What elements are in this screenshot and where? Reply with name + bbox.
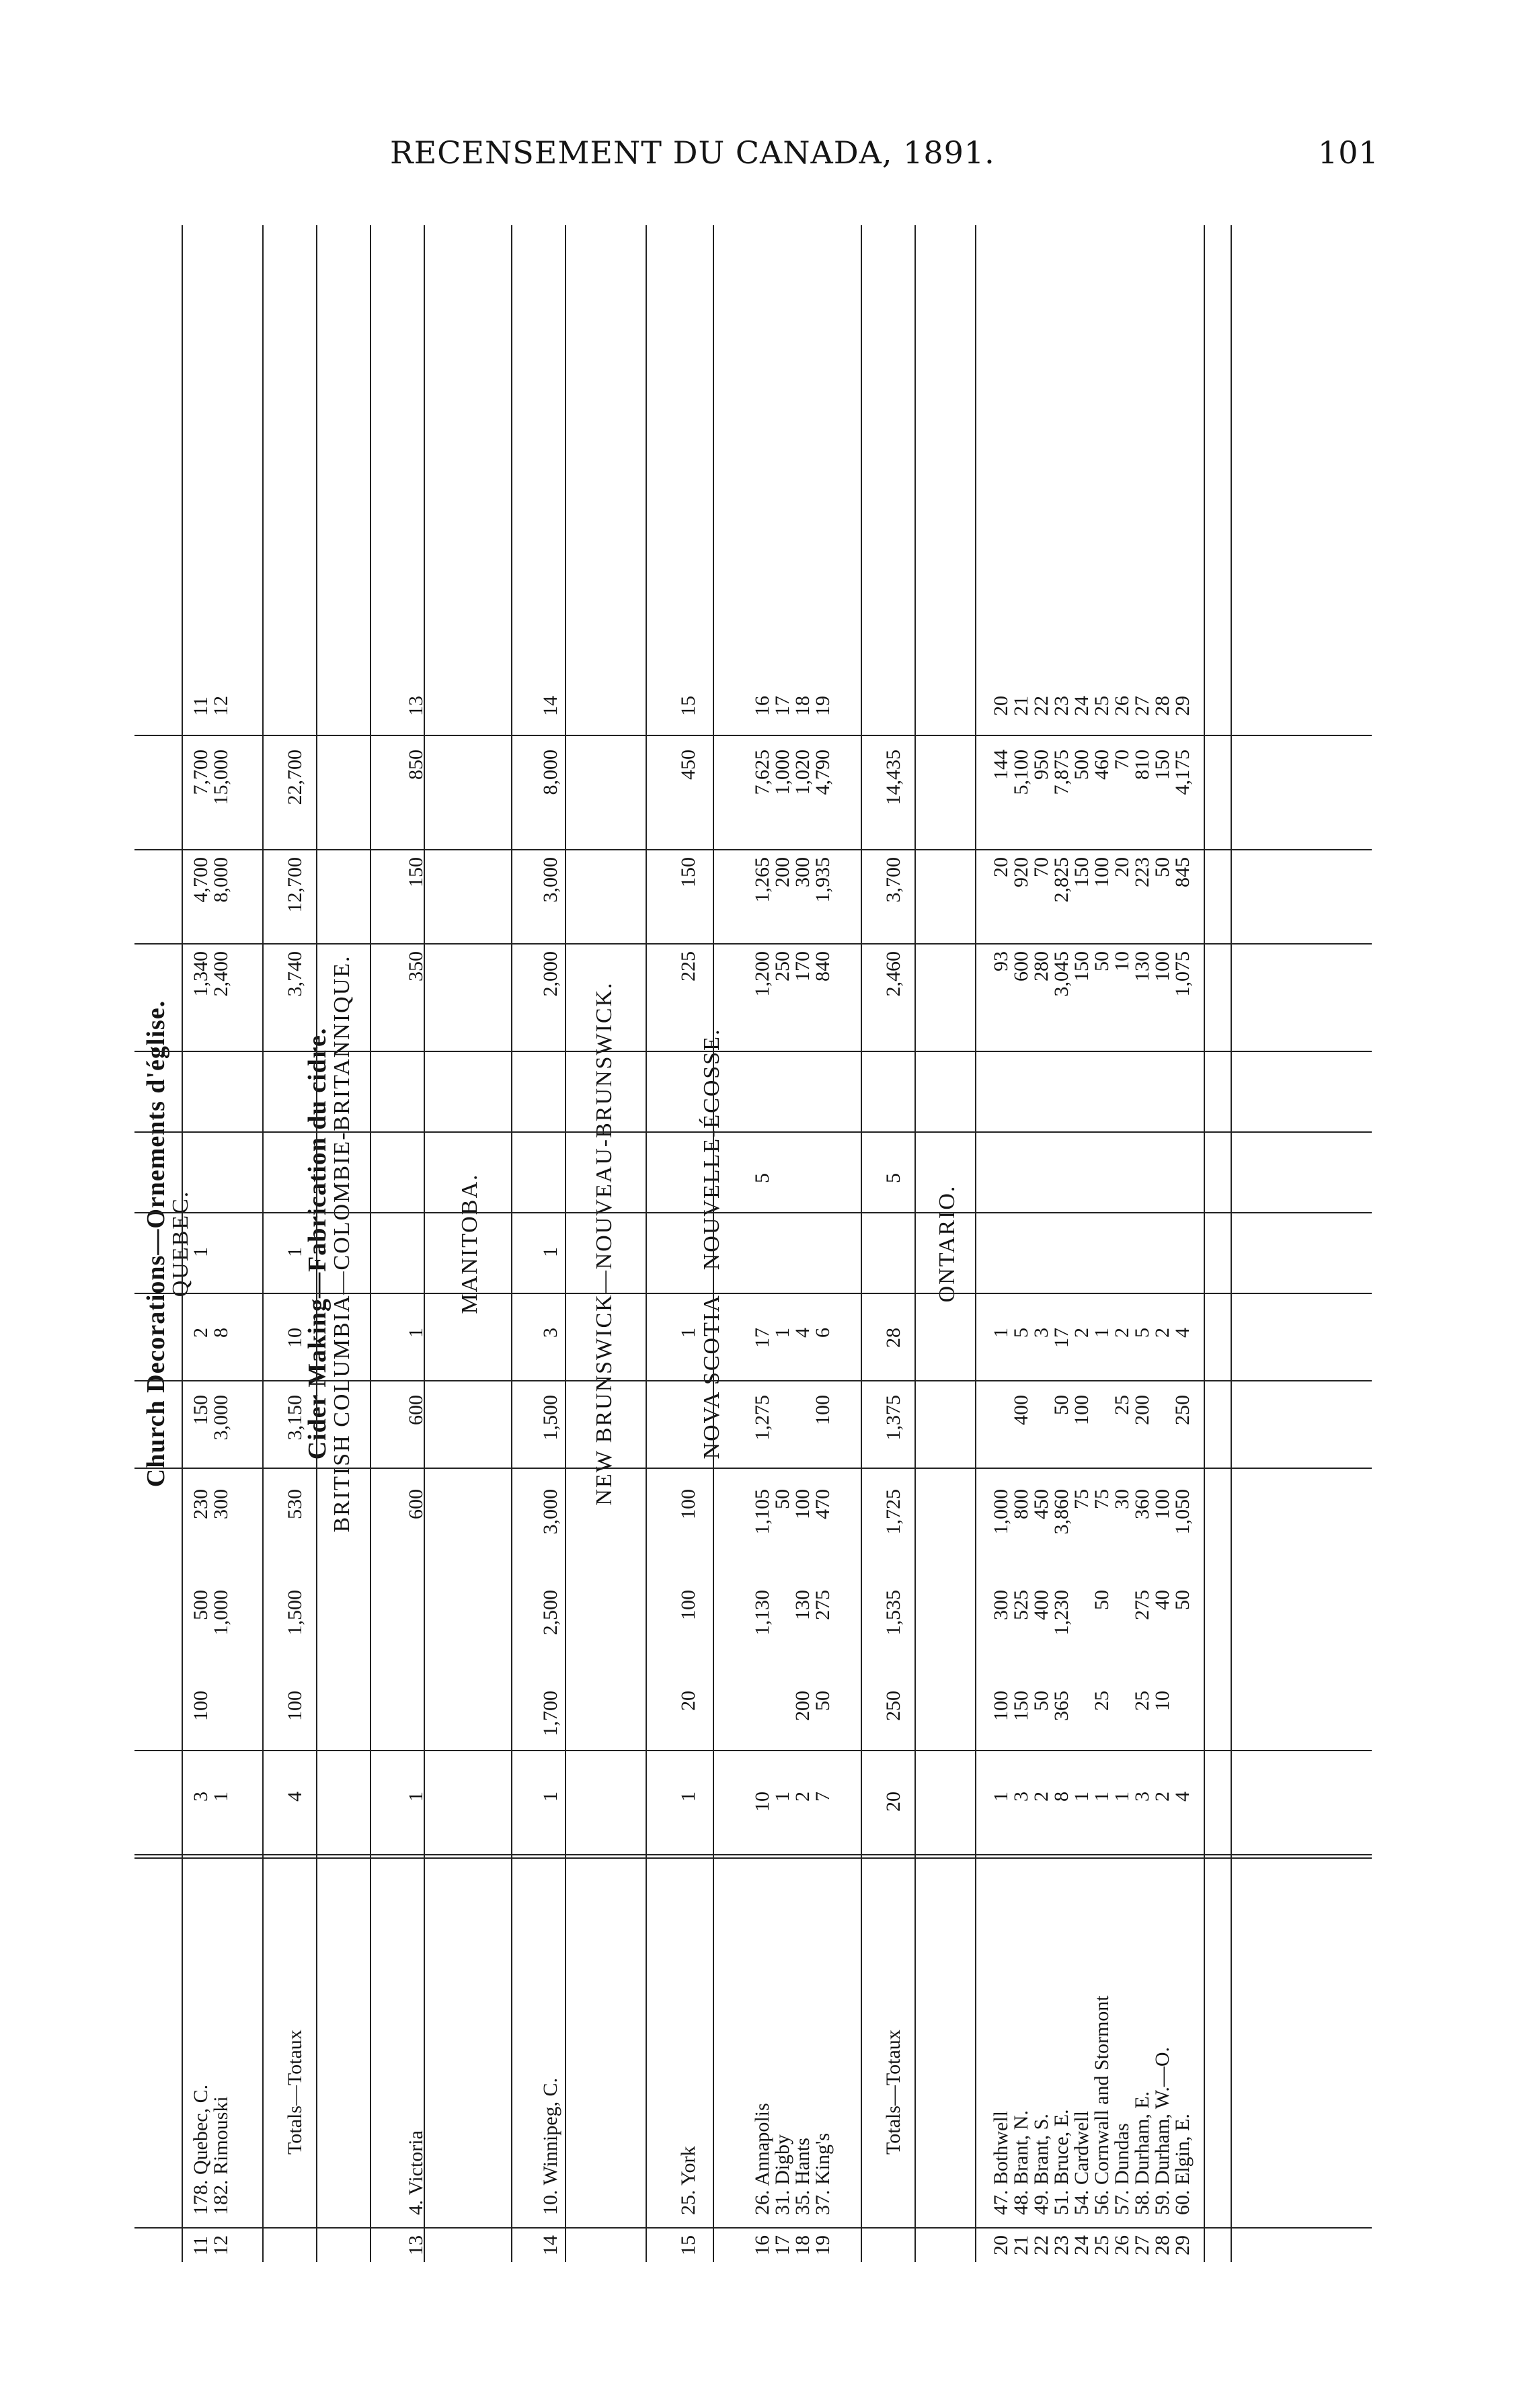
- table-row: [1170, 225, 1196, 2262]
- value-cell: 3: [1131, 1792, 1153, 1802]
- value-cell: 950: [1030, 750, 1052, 780]
- row-number: 17: [771, 2235, 793, 2255]
- value-cell: 20: [677, 1691, 699, 1711]
- value-cell: 25: [1091, 1691, 1113, 1711]
- column-rule: [134, 1380, 1372, 1381]
- value-cell: 200: [771, 857, 793, 887]
- value-cell: 1,000: [210, 1590, 232, 1636]
- row-number: 14: [539, 2235, 561, 2255]
- rule-line: [914, 225, 916, 2262]
- value-cell: 100: [190, 1691, 212, 1721]
- district-name: 31. Digby: [771, 2134, 793, 2215]
- value-cell: 275: [812, 1590, 834, 1620]
- value-cell: 1: [284, 1247, 306, 1257]
- value-cell: 300: [791, 857, 814, 887]
- value-cell: 1: [1091, 1792, 1113, 1802]
- value-cell: 1: [990, 1792, 1012, 1802]
- value-cell: 20: [1111, 857, 1133, 877]
- value-cell: 600: [405, 1489, 427, 1519]
- value-cell: 100: [1091, 857, 1113, 887]
- row-number: 11: [190, 2236, 212, 2255]
- value-cell: 130: [1131, 951, 1153, 981]
- value-cell: 2,825: [1050, 857, 1073, 903]
- value-cell: 10: [1111, 951, 1133, 971]
- section-title: NOVA SCOTIA—NOUVELLE-ÉCOSSE.: [699, 1028, 724, 1459]
- value-cell: 2,400: [210, 951, 232, 997]
- value-cell: 150: [1070, 857, 1093, 887]
- value-cell: 360: [1131, 1489, 1153, 1519]
- rule-line: [316, 225, 317, 2262]
- value-cell: 1: [405, 1328, 427, 1338]
- value-cell: 1,500: [284, 1590, 306, 1636]
- row-number: 16: [751, 2235, 773, 2255]
- value-cell: 2: [791, 1792, 814, 1802]
- value-cell: 225: [677, 951, 699, 981]
- row-number-right: 24: [1070, 696, 1093, 716]
- column-rule: [134, 849, 1372, 850]
- value-cell: 280: [1030, 951, 1052, 981]
- value-cell: 100: [677, 1489, 699, 1519]
- district-name: 49. Brant, S.: [1030, 2114, 1052, 2215]
- district-name: 58. Durham, E.: [1131, 2091, 1153, 2215]
- value-cell: 300: [990, 1590, 1012, 1620]
- value-cell: 400: [1030, 1590, 1052, 1620]
- value-cell: 1: [405, 1792, 427, 1802]
- rule-line: [1231, 225, 1232, 2262]
- column-rule: [134, 1854, 1372, 1855]
- value-cell: 1: [1070, 1792, 1093, 1802]
- census-table: [134, 225, 1372, 2262]
- page-number: 101: [1318, 134, 1379, 171]
- value-cell: 1,075: [1171, 951, 1194, 997]
- value-cell: 500: [1070, 750, 1093, 780]
- value-cell: 4: [791, 1328, 814, 1338]
- rule-line: [262, 225, 264, 2262]
- value-cell: 50: [1030, 1691, 1052, 1711]
- value-cell: 70: [1030, 857, 1052, 877]
- value-cell: 2,500: [539, 1590, 561, 1636]
- column-rule: [134, 1212, 1372, 1213]
- value-cell: 1,535: [882, 1590, 904, 1636]
- totals-row: [881, 225, 906, 2262]
- value-cell: 840: [812, 951, 834, 981]
- value-cell: 2,000: [539, 951, 561, 997]
- value-cell: 1,020: [791, 750, 814, 795]
- district-name: Totals—Totaux: [284, 2030, 306, 2155]
- value-cell: 3: [1010, 1792, 1032, 1802]
- table-row: [208, 225, 234, 2262]
- value-cell: 845: [1171, 857, 1194, 887]
- value-cell: 150: [1151, 750, 1173, 780]
- value-cell: 1: [210, 1792, 232, 1802]
- value-cell: 300: [210, 1489, 232, 1519]
- value-cell: 350: [405, 951, 427, 981]
- value-cell: 250: [882, 1691, 904, 1721]
- value-cell: 25: [1131, 1691, 1153, 1711]
- value-cell: 2: [1070, 1328, 1093, 1338]
- value-cell: 50: [1171, 1590, 1194, 1610]
- row-number-right: 11: [190, 696, 212, 716]
- value-cell: 230: [190, 1489, 212, 1519]
- row-number-right: 21: [1010, 696, 1032, 716]
- value-cell: 275: [1131, 1590, 1153, 1620]
- value-cell: 3,000: [539, 1489, 561, 1535]
- value-cell: 40: [1151, 1590, 1173, 1610]
- value-cell: 850: [405, 750, 427, 780]
- value-cell: 3,700: [882, 857, 904, 903]
- rule-line: [565, 225, 566, 2262]
- value-cell: 1,050: [1171, 1489, 1194, 1535]
- value-cell: 5,100: [1010, 750, 1032, 795]
- value-cell: 100: [791, 1489, 814, 1519]
- value-cell: 1: [1111, 1792, 1133, 1802]
- value-cell: 30: [1111, 1489, 1133, 1509]
- row-number-right: 13: [405, 696, 427, 716]
- value-cell: 100: [990, 1691, 1012, 1721]
- value-cell: 150: [1070, 951, 1093, 981]
- row-number: 26: [1111, 2235, 1133, 2255]
- value-cell: 1,935: [812, 857, 834, 903]
- value-cell: 2: [190, 1328, 212, 1338]
- district-name: 51. Bruce, E.: [1050, 2109, 1073, 2215]
- district-name: 47. Bothwell: [990, 2111, 1012, 2215]
- value-cell: 7,875: [1050, 750, 1073, 795]
- value-cell: 1: [990, 1328, 1012, 1338]
- row-number-right: 17: [771, 696, 793, 716]
- value-cell: 100: [812, 1395, 834, 1425]
- row-number-right: 12: [210, 696, 232, 716]
- value-cell: 15,000: [210, 750, 232, 805]
- value-cell: 144: [990, 750, 1012, 780]
- value-cell: 2: [1030, 1792, 1052, 1802]
- row-number-right: 15: [677, 696, 699, 716]
- district-name: Totals—Totaux: [882, 2030, 904, 2155]
- value-cell: 50: [771, 1489, 793, 1509]
- value-cell: 3: [539, 1328, 561, 1338]
- value-cell: 5: [1010, 1328, 1032, 1338]
- table-row: [538, 225, 563, 2262]
- value-cell: 1: [539, 1247, 561, 1257]
- value-cell: 1: [771, 1328, 793, 1338]
- value-cell: 810: [1131, 750, 1153, 780]
- value-cell: 150: [1010, 1691, 1032, 1721]
- rule-line: [1204, 225, 1205, 2262]
- value-cell: 1,340: [190, 951, 212, 997]
- value-cell: 3,860: [1050, 1489, 1073, 1535]
- row-number: 20: [990, 2235, 1012, 2255]
- value-cell: 93: [990, 951, 1012, 971]
- value-cell: 130: [791, 1590, 814, 1620]
- value-cell: 25: [1111, 1395, 1133, 1415]
- column-rule: [134, 735, 1372, 736]
- table-row: [403, 225, 429, 2262]
- value-cell: 470: [812, 1489, 834, 1519]
- value-cell: 50: [1091, 951, 1113, 971]
- value-cell: 1,000: [771, 750, 793, 795]
- rule-line: [646, 225, 647, 2262]
- value-cell: 10: [284, 1328, 306, 1348]
- value-cell: 3,045: [1050, 951, 1073, 997]
- value-cell: 500: [190, 1590, 212, 1620]
- value-cell: 4,175: [1171, 750, 1194, 795]
- value-cell: 600: [405, 1395, 427, 1425]
- value-cell: 3: [190, 1792, 212, 1802]
- value-cell: 2: [1111, 1328, 1133, 1338]
- value-cell: 250: [771, 951, 793, 981]
- value-cell: 14,435: [882, 750, 904, 805]
- value-cell: 50: [1091, 1590, 1113, 1610]
- value-cell: 1: [190, 1247, 212, 1257]
- value-cell: 1,265: [751, 857, 773, 903]
- value-cell: 8: [1050, 1792, 1073, 1802]
- value-cell: 2: [1151, 1328, 1173, 1338]
- row-number-right: 14: [539, 696, 561, 716]
- column-rule: [134, 1750, 1372, 1751]
- district-name: 59. Durham, W.—O.: [1151, 2047, 1173, 2215]
- district-name: 25. York: [677, 2146, 699, 2215]
- totals-row: [282, 225, 308, 2262]
- value-cell: 7: [812, 1792, 834, 1802]
- section-title: ONTARIO.: [935, 1185, 960, 1303]
- value-cell: 4: [284, 1792, 306, 1802]
- value-cell: 4: [1171, 1328, 1194, 1338]
- rule-line: [511, 225, 512, 2262]
- value-cell: 2,460: [882, 951, 904, 997]
- value-cell: 5: [751, 1173, 773, 1183]
- value-cell: 800: [1010, 1489, 1032, 1519]
- section-title: NEW BRUNSWICK—NOUVEAU-BRUNSWICK.: [592, 981, 617, 1506]
- value-cell: 5: [882, 1173, 904, 1183]
- value-cell: 3,000: [539, 857, 561, 903]
- district-name: 178. Quebec, C.: [190, 2084, 212, 2215]
- district-name: 56. Cornwall and Stormont: [1091, 1995, 1113, 2215]
- value-cell: 250: [1171, 1395, 1194, 1425]
- rotated-census-table: [134, 225, 1372, 2262]
- row-number: 12: [210, 2235, 232, 2255]
- column-rule: [134, 2227, 1372, 2229]
- value-cell: 525: [1010, 1590, 1032, 1620]
- rule-line: [861, 225, 862, 2262]
- value-cell: 20: [990, 857, 1012, 877]
- table-row: [676, 225, 701, 2262]
- value-cell: 450: [1030, 1489, 1052, 1519]
- district-name: 182. Rimouski: [210, 2096, 232, 2215]
- district-name: 35. Hants: [791, 2138, 814, 2215]
- row-number: 23: [1050, 2235, 1073, 2255]
- district-name: 48. Brant, N.: [1010, 2110, 1032, 2215]
- value-cell: 8,000: [210, 857, 232, 903]
- value-cell: 17: [751, 1328, 773, 1348]
- column-rule: [134, 1293, 1372, 1294]
- value-cell: 1: [677, 1328, 699, 1338]
- row-number: 24: [1070, 2235, 1093, 2255]
- value-cell: 7,625: [751, 750, 773, 795]
- column-rule: [134, 1468, 1372, 1469]
- value-cell: 1,105: [751, 1489, 773, 1535]
- row-number: 27: [1131, 2235, 1153, 2255]
- value-cell: 1,275: [751, 1395, 773, 1441]
- value-cell: 50: [1050, 1395, 1073, 1415]
- district-name: 26. Annapolis: [751, 2103, 773, 2215]
- column-rule: [134, 1857, 1372, 1859]
- row-number-right: 19: [812, 696, 834, 716]
- row-number: 25: [1091, 2235, 1113, 2255]
- row-number-right: 18: [791, 696, 814, 716]
- value-cell: 7,700: [190, 750, 212, 795]
- value-cell: 100: [1151, 1489, 1173, 1519]
- value-cell: 1: [771, 1792, 793, 1802]
- value-cell: 530: [284, 1489, 306, 1519]
- section-title: BRITISH COLUMBIA—COLOMBIE-BRITANNIQUE.: [329, 955, 354, 1533]
- row-number-right: 28: [1151, 696, 1173, 716]
- value-cell: 28: [882, 1328, 904, 1348]
- value-cell: 3,740: [284, 951, 306, 997]
- section-title: QUEBEC.: [168, 1190, 193, 1297]
- value-cell: 1,130: [751, 1590, 773, 1636]
- district-name: 37. King's: [812, 2132, 834, 2215]
- row-number: 18: [791, 2235, 814, 2255]
- value-cell: 50: [812, 1691, 834, 1711]
- value-cell: 12,700: [284, 857, 306, 913]
- row-number: 29: [1171, 2235, 1194, 2255]
- row-number-right: 16: [751, 696, 773, 716]
- value-cell: 3: [1030, 1328, 1052, 1338]
- value-cell: 10: [751, 1792, 773, 1812]
- row-number: 13: [405, 2235, 427, 2255]
- row-number: 15: [677, 2235, 699, 2255]
- value-cell: 20: [882, 1792, 904, 1812]
- value-cell: 1: [677, 1792, 699, 1802]
- value-cell: 22,700: [284, 750, 306, 805]
- row-number-right: 23: [1050, 696, 1073, 716]
- value-cell: 3,000: [210, 1395, 232, 1441]
- district-name: 4. Victoria: [405, 2130, 427, 2215]
- value-cell: 10: [1151, 1691, 1173, 1711]
- column-rule: [134, 1051, 1372, 1052]
- value-cell: 100: [1151, 951, 1173, 981]
- value-cell: 4,790: [812, 750, 834, 795]
- value-cell: 4,700: [190, 857, 212, 903]
- value-cell: 4: [1171, 1792, 1194, 1802]
- value-cell: 100: [1070, 1395, 1093, 1425]
- value-cell: 100: [284, 1691, 306, 1721]
- value-cell: 450: [677, 750, 699, 780]
- column-rule: [134, 1131, 1372, 1133]
- row-number-right: 29: [1171, 696, 1194, 716]
- value-cell: 200: [1131, 1395, 1153, 1425]
- value-cell: 1,500: [539, 1395, 561, 1441]
- value-cell: 75: [1070, 1489, 1093, 1509]
- value-cell: 8: [210, 1328, 232, 1338]
- value-cell: 50: [1151, 857, 1173, 877]
- section-title: Cider Making—Fabrication du cidre.: [303, 1027, 332, 1460]
- value-cell: 75: [1091, 1489, 1113, 1509]
- value-cell: 1,375: [882, 1395, 904, 1441]
- value-cell: 1,230: [1050, 1590, 1073, 1636]
- row-number: 21: [1010, 2235, 1032, 2255]
- value-cell: 150: [405, 857, 427, 887]
- value-cell: 17: [1050, 1328, 1073, 1348]
- value-cell: 1,000: [990, 1489, 1012, 1535]
- value-cell: 100: [677, 1590, 699, 1620]
- value-cell: 150: [190, 1395, 212, 1425]
- value-cell: 150: [677, 857, 699, 887]
- rule-line: [713, 225, 714, 2262]
- rule-line: [424, 225, 425, 2262]
- district-name: 57. Dundas: [1111, 2123, 1133, 2215]
- section-title: Church Decorations—Ornements d'église.: [142, 1000, 170, 1488]
- row-number-right: 26: [1111, 696, 1133, 716]
- district-name: 10. Winnipeg, C.: [539, 2077, 561, 2215]
- value-cell: 3,150: [284, 1395, 306, 1441]
- row-number-right: 20: [990, 696, 1012, 716]
- row-number: 28: [1151, 2235, 1173, 2255]
- value-cell: 8,000: [539, 750, 561, 795]
- value-cell: 223: [1131, 857, 1153, 887]
- row-number: 22: [1030, 2235, 1052, 2255]
- column-rule: [134, 943, 1372, 945]
- row-number-right: 25: [1091, 696, 1113, 716]
- value-cell: 400: [1010, 1395, 1032, 1425]
- table-row: [810, 225, 836, 2262]
- value-cell: 6: [812, 1328, 834, 1338]
- rule-line: [370, 225, 371, 2262]
- district-name: 54. Cardwell: [1070, 2111, 1093, 2215]
- value-cell: 1: [1091, 1328, 1113, 1338]
- value-cell: 200: [791, 1691, 814, 1721]
- value-cell: 1,725: [882, 1489, 904, 1535]
- value-cell: 1,200: [751, 951, 773, 997]
- value-cell: 460: [1091, 750, 1113, 780]
- value-cell: 5: [1131, 1328, 1153, 1338]
- value-cell: 1,700: [539, 1691, 561, 1736]
- value-cell: 2: [1151, 1792, 1173, 1802]
- page-header-title: RECENSEMENT DU CANADA, 1891.: [390, 134, 995, 171]
- row-number: 19: [812, 2235, 834, 2255]
- row-number-right: 22: [1030, 696, 1052, 716]
- rule-line: [182, 225, 183, 2262]
- value-cell: 170: [791, 951, 814, 981]
- row-number-right: 27: [1131, 696, 1153, 716]
- value-cell: 365: [1050, 1691, 1073, 1721]
- value-cell: 920: [1010, 857, 1032, 887]
- value-cell: 600: [1010, 951, 1032, 981]
- value-cell: 70: [1111, 750, 1133, 770]
- district-name: 60. Elgin, E.: [1171, 2114, 1194, 2215]
- rule-line: [975, 225, 976, 2262]
- section-title: MANITOBA.: [457, 1173, 482, 1314]
- value-cell: 1: [539, 1792, 561, 1802]
